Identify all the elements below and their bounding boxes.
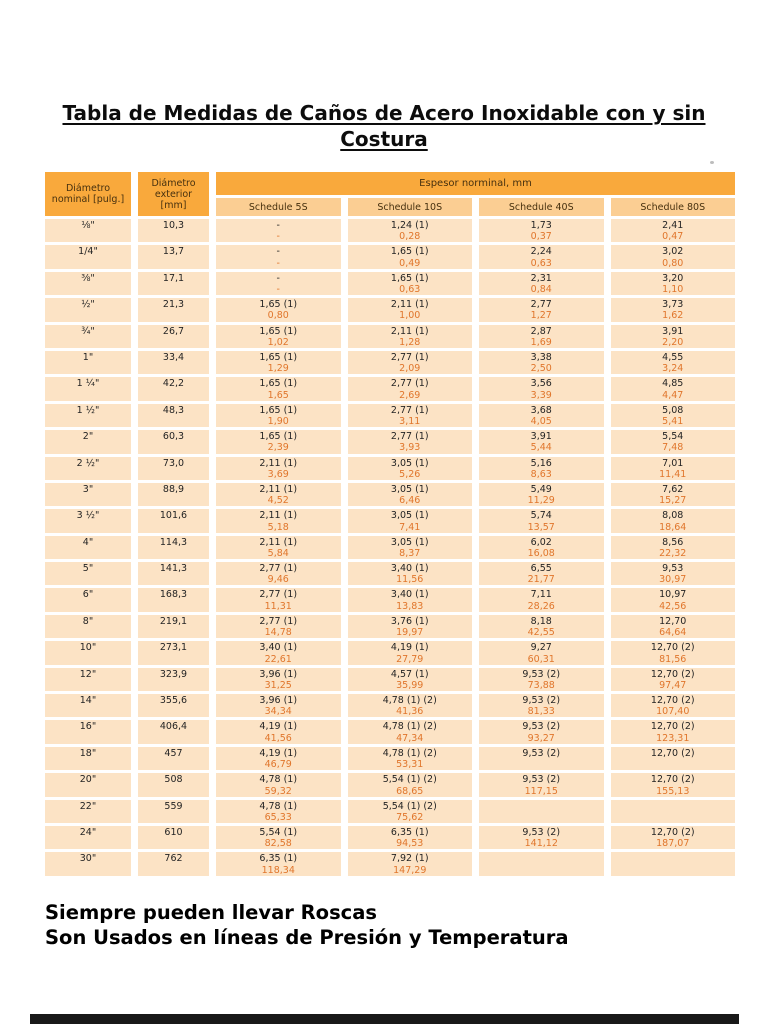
table-cell: 22": [45, 800, 131, 823]
table-cell: 1,65 (1) 0,80: [216, 298, 341, 321]
table-cell: 3,05 (1) 7,41: [348, 509, 473, 532]
table-cell: 5,49 11,29: [479, 483, 604, 506]
table-cell: 1 ¼": [45, 377, 131, 400]
table-cell: 6,35 (1) 94,53: [348, 826, 473, 849]
table-cell: 7,92 (1) 147,29: [348, 852, 473, 875]
table-cell: 4,57 (1) 35,99: [348, 668, 473, 691]
table-cell: 355,6: [138, 694, 209, 717]
table-cell: 1": [45, 351, 131, 374]
table-cell: 48,3: [138, 404, 209, 427]
table-cell: [479, 800, 604, 823]
footer-note-line2: Son Usados en líneas de Presión y Temperatura: [45, 926, 569, 949]
header-schedule-5s: Schedule 5S: [216, 198, 341, 216]
table-cell: 6": [45, 588, 131, 611]
table-cell: - -: [216, 245, 341, 268]
table-cell: 10": [45, 641, 131, 664]
table-cell: 9,53 30,97: [611, 562, 736, 585]
table-cell: 12,70 (2) 123,31: [611, 720, 736, 743]
page-title-line2: Costura: [340, 127, 428, 151]
table-cell: 12,70 (2) 97,47: [611, 668, 736, 691]
table-cell: 762: [138, 852, 209, 875]
table-cell: 73,0: [138, 457, 209, 480]
table-cell: 6,35 (1) 118,34: [216, 852, 341, 875]
table-cell: 1/4": [45, 245, 131, 268]
table-cell: 3,91 2,20: [611, 325, 736, 348]
table-cell: 1,65 (1) 1,90: [216, 404, 341, 427]
table-cell: 12,70 (2) 187,07: [611, 826, 736, 849]
table-cell: 5,54 (1) (2) 68,65: [348, 773, 473, 796]
table-cell: 20": [45, 773, 131, 796]
table-cell: 1,24 (1) 0,28: [348, 219, 473, 242]
table-cell: 2 ½": [45, 457, 131, 480]
header-schedule-40s: Schedule 40S: [479, 198, 604, 216]
table-cell: 3,05 (1) 8,37: [348, 536, 473, 559]
header-espesor-nominal: Espesor norminal, mm: [216, 172, 735, 195]
header-schedule-10s: Schedule 10S: [348, 198, 473, 216]
table-cell: 2,11 (1) 1,00: [348, 298, 473, 321]
table-cell: 273,1: [138, 641, 209, 664]
table-cell: 7,11 28,26: [479, 588, 604, 611]
table-cell: 7,62 15,27: [611, 483, 736, 506]
table-cell: 9,53 (2): [479, 747, 604, 770]
table-cell: 2,11 (1) 1,28: [348, 325, 473, 348]
table-cell: 9,53 (2) 93,27: [479, 720, 604, 743]
table-cell: 508: [138, 773, 209, 796]
table-cell: - -: [216, 219, 341, 242]
table-cell: 1,65 (1) 1,02: [216, 325, 341, 348]
table-cell: 88,9: [138, 483, 209, 506]
table-cell: 3 ½": [45, 509, 131, 532]
table-cell: 21,3: [138, 298, 209, 321]
table-cell: 3,56 3,39: [479, 377, 604, 400]
table-cell: 3,40 (1) 22,61: [216, 641, 341, 664]
table-cell: 2,77 (1) 11,31: [216, 588, 341, 611]
table-cell: 1,73 0,37: [479, 219, 604, 242]
table-cell: 17,1: [138, 272, 209, 295]
table-cell: 3,05 (1) 6,46: [348, 483, 473, 506]
table-cell: 5": [45, 562, 131, 585]
table-cell: 9,53 (2) 73,88: [479, 668, 604, 691]
table-cell: 5,08 5,41: [611, 404, 736, 427]
table-cell: 8": [45, 615, 131, 638]
table-cell: 3,91 5,44: [479, 430, 604, 453]
table-cell: 219,1: [138, 615, 209, 638]
table-cell: 7,01 11,41: [611, 457, 736, 480]
table-cell: 33,4: [138, 351, 209, 374]
table-cell: 2,31 0,84: [479, 272, 604, 295]
table-cell: 457: [138, 747, 209, 770]
table-cell: 2,11 (1) 4,52: [216, 483, 341, 506]
table-cell: 1,65 (1) 1,29: [216, 351, 341, 374]
table-cell: 610: [138, 826, 209, 849]
table-cell: 1 ½": [45, 404, 131, 427]
table-cell: 12,70 (2) 155,13: [611, 773, 736, 796]
table-cell: 4,19 (1) 46,79: [216, 747, 341, 770]
table-cell: 2,41 0,47: [611, 219, 736, 242]
table-cell: 1,65 (1) 0,49: [348, 245, 473, 268]
table-cell: 16": [45, 720, 131, 743]
table-cell: 14": [45, 694, 131, 717]
table-cell: 4,78 (1) 65,33: [216, 800, 341, 823]
table-cell: 2,87 1,69: [479, 325, 604, 348]
table-cell: 2,77 (1) 2,69: [348, 377, 473, 400]
table-cell: 3,96 (1) 34,34: [216, 694, 341, 717]
table-cell: [479, 852, 604, 875]
table-cell: 168,3: [138, 588, 209, 611]
table-cell: 12": [45, 668, 131, 691]
table-cell: 8,18 42,55: [479, 615, 604, 638]
table-cell: 2": [45, 430, 131, 453]
page-bottom-bar: [30, 1014, 739, 1024]
table-cell: 60,3: [138, 430, 209, 453]
table-cell: 2,11 (1) 3,69: [216, 457, 341, 480]
table-cell: 3,38 2,50: [479, 351, 604, 374]
table-cell: 5,74 13,57: [479, 509, 604, 532]
table-cell: 30": [45, 852, 131, 875]
table-cell: 2,24 0,63: [479, 245, 604, 268]
table-cell: 3,68 4,05: [479, 404, 604, 427]
table-cell: [611, 800, 736, 823]
table-cell: 3,73 1,62: [611, 298, 736, 321]
table-cell: 5,54 7,48: [611, 430, 736, 453]
table-cell: 12,70 (2): [611, 747, 736, 770]
table-cell: 3,20 1,10: [611, 272, 736, 295]
table-cell: 6,55 21,77: [479, 562, 604, 585]
table-cell: 9,27 60,31: [479, 641, 604, 664]
table-cell: [611, 852, 736, 875]
table-cell: 4,78 (1) (2) 53,31: [348, 747, 473, 770]
table-cell: 2,77 (1) 3,93: [348, 430, 473, 453]
table-cell: 3,40 (1) 13,83: [348, 588, 473, 611]
table-cell: ⅛": [45, 219, 131, 242]
table-cell: 2,77 1,27: [479, 298, 604, 321]
table-cell: 13,7: [138, 245, 209, 268]
table-cell: 2,11 (1) 5,84: [216, 536, 341, 559]
table-cell: 9,53 (2) 117,15: [479, 773, 604, 796]
table-cell: ½": [45, 298, 131, 321]
table-cell: 114,3: [138, 536, 209, 559]
table-cell: 3,76 (1) 19,97: [348, 615, 473, 638]
table-cell: 4": [45, 536, 131, 559]
table-cell: 3,05 (1) 5,26: [348, 457, 473, 480]
table-cell: 1,65 (1) 2,39: [216, 430, 341, 453]
table-cell: 12,70 64,64: [611, 615, 736, 638]
table-cell: 4,78 (1) (2) 47,34: [348, 720, 473, 743]
table-cell: 42,2: [138, 377, 209, 400]
scan-artifact-dot: [710, 161, 714, 164]
table-cell: 12,70 (2) 107,40: [611, 694, 736, 717]
table-cell: 4,55 3,24: [611, 351, 736, 374]
table-cell: ¾": [45, 325, 131, 348]
table-cell: 5,54 (1) (2) 75,62: [348, 800, 473, 823]
table-cell: 3,02 0,80: [611, 245, 736, 268]
table-cell: 323,9: [138, 668, 209, 691]
table-cell: 26,7: [138, 325, 209, 348]
table-cell: 9,53 (2) 141,12: [479, 826, 604, 849]
footer-notes: [45, 900, 569, 950]
table-cell: 2,77 (1) 2,09: [348, 351, 473, 374]
table-cell: 3,96 (1) 31,25: [216, 668, 341, 691]
table-cell: 3": [45, 483, 131, 506]
table-cell: 6,02 16,08: [479, 536, 604, 559]
table-cell: 101,6: [138, 509, 209, 532]
table-cell: 2,11 (1) 5,18: [216, 509, 341, 532]
table-cell: - -: [216, 272, 341, 295]
table-cell: 5,16 8,63: [479, 457, 604, 480]
table-cell: 1,65 (1) 1,65: [216, 377, 341, 400]
table-cell: 8,56 22,32: [611, 536, 736, 559]
table-cell: 18": [45, 747, 131, 770]
table-cell: 4,78 (1) 59,32: [216, 773, 341, 796]
header-diametro-nominal: Diámetro nominal [pulg.]: [45, 172, 131, 216]
table-cell: 4,85 4,47: [611, 377, 736, 400]
table-cell: 8,08 18,64: [611, 509, 736, 532]
table-cell: 12,70 (2) 81,56: [611, 641, 736, 664]
table-cell: 24": [45, 826, 131, 849]
table-cell: 9,53 (2) 81,33: [479, 694, 604, 717]
header-schedule-80s: Schedule 80S: [611, 198, 736, 216]
table-cell: 4,19 (1) 27,79: [348, 641, 473, 664]
table-cell: ⅜": [45, 272, 131, 295]
table-cell: 2,77 (1) 3,11: [348, 404, 473, 427]
table-cell: 4,19 (1) 41,56: [216, 720, 341, 743]
header-diametro-exterior: Diámetro exterior [mm]: [138, 172, 209, 216]
table-cell: 3,40 (1) 11,56: [348, 562, 473, 585]
table-cell: 10,97 42,56: [611, 588, 736, 611]
table-cell: 5,54 (1) 82,58: [216, 826, 341, 849]
page-title: [0, 100, 768, 152]
pipe-table: [45, 172, 735, 876]
table-cell: 2,77 (1) 14,78: [216, 615, 341, 638]
footer-note-line1: Siempre pueden llevar Roscas: [45, 901, 377, 924]
table-cell: 406,4: [138, 720, 209, 743]
table-cell: 141,3: [138, 562, 209, 585]
table-cell: 559: [138, 800, 209, 823]
table-cell: 4,78 (1) (2) 41,36: [348, 694, 473, 717]
table-cell: 10,3: [138, 219, 209, 242]
table-cell: 1,65 (1) 0,63: [348, 272, 473, 295]
table-cell: 2,77 (1) 9,46: [216, 562, 341, 585]
page-title-line1: Tabla de Medidas de Caños de Acero Inoxidable con y sin: [62, 101, 706, 125]
